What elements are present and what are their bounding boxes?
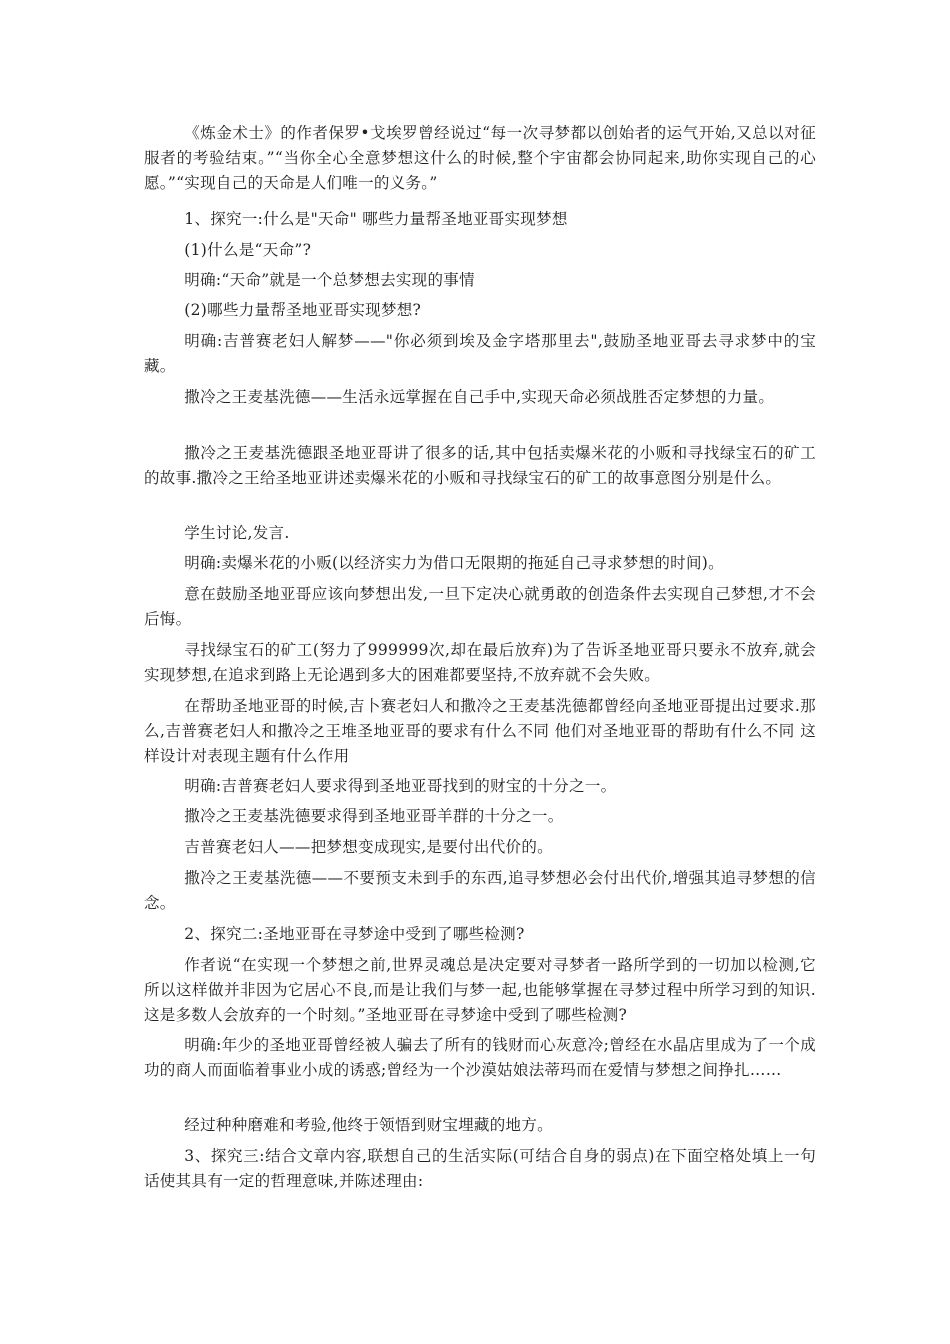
answer-popcorn-vendor: 明确:卖爆米花的小贩(以经济实力为借口无限期的拖延自己寻求梦想的时间)。 xyxy=(184,554,724,572)
answer-1-2-gypsy: 明确:吉普赛老妇人解梦——"你必须到埃及金字塔那里去",鼓励圣地亚哥去寻求梦中的宝藏。 xyxy=(144,332,816,375)
answer-tests: 明确:年少的圣地亚哥曾经被人骗去了所有的钱财而心灰意冷;曾经在水晶店里成为了一个成功的商人而面临着事业小成的诱惑;曾经为一个沙漠姑娘法蒂玛而在爱情与梦想之间挣扎…… xyxy=(144,1036,816,1079)
question-1-1: (1)什么是“天命”? xyxy=(184,241,312,259)
answer-gypsy-requirement: 明确:吉普赛老妇人要求得到圣地亚哥找到的财宝的十分之一。 xyxy=(184,777,617,795)
requirements-question: 在帮助圣地亚哥的时候,吉卜赛老妇人和撒冷之王麦基洗德都曾经向圣地亚哥提出过要求.那么,吉普赛老妇人和撒冷之王堆圣地亚哥的要求有什么不同 他们对圣地亚哥的帮助有什么不同 这样设计对表现主题有什么作用 xyxy=(144,697,816,765)
final-realization: 经过种种磨难和考验,他终于领悟到财宝埋藏的地方。 xyxy=(184,1116,553,1134)
gypsy-meaning: 吉普赛老妇人——把梦想变成现实,是要付出代价的。 xyxy=(184,838,553,856)
popcorn-vendor-meaning: 意在鼓励圣地亚哥应该向梦想出发,一旦下定决心就勇敢的创造条件去实现自己梦想,才不会后悔。 xyxy=(144,585,816,628)
answer-1-1: 明确:“天命”就是一个总梦想去实现的事情 xyxy=(184,271,475,289)
intro-quote-paragraph: 《炼金术士》的作者保罗•戈埃罗曾经说过“每一次寻梦都以创始者的运气开始,又总以对征服者的考验结束。”“当你全心全意梦想这什么的时候,整个宇宙都会协同起来,助你实现自己的心愿。”“实现自己的天命是人们唯一的义务。” xyxy=(144,124,816,192)
section-1-heading: 1、探究一:什么是"天命" 哪些力量帮圣地亚哥实现梦想 xyxy=(184,210,568,228)
question-1-2: (2)哪些力量帮圣地亚哥实现梦想? xyxy=(184,301,422,319)
author-quote-tests: 作者说“在实现一个梦想之前,世界灵魂总是决定要对寻梦者一路所学到的一切加以检测,它所以这样做并非因为它居心不良,而是让我们与梦一起,也能够掌握在寻梦过程中所学习到的知识.这是多数人会放弃的一个时刻。”圣地亚哥在寻梦途中受到了哪些检测? xyxy=(144,956,816,1024)
answer-king-requirement: 撒冷之王麦基洗德要求得到圣地亚哥羊群的十分之一。 xyxy=(184,807,564,825)
king-meaning: 撒冷之王麦基洗德——不要预支未到手的东西,追寻梦想必会付出代价,增强其追寻梦想的信念。 xyxy=(144,869,816,912)
emerald-miner-paragraph: 寻找绿宝石的矿工(努力了999999次,却在最后放弃)为了告诉圣地亚哥只要永不放弃,就会实现梦想,在追求到路上无论遇到多大的困难都要坚持,不放弃就不会失败。 xyxy=(144,641,816,684)
king-stories-question: 撒冷之王麦基洗德跟圣地亚哥讲了很多的话,其中包括卖爆米花的小贩和寻找绿宝石的矿工的故事.撒冷之王给圣地亚讲述卖爆米花的小贩和寻找绿宝石的矿工的故事意图分别是什么。 xyxy=(144,444,816,487)
section-3-heading: 3、探究三:结合文章内容,联想自己的生活实际(可结合自身的弱点)在下面空格处填上一句话使其具有一定的哲理意味,并陈述理由: xyxy=(144,1147,816,1190)
student-discussion: 学生讨论,发言. xyxy=(184,524,290,542)
answer-1-2-king: 撒冷之王麦基洗德——生活永远掌握在自己手中,实现天命必须战胜否定梦想的力量。 xyxy=(184,388,775,406)
section-2-heading: 2、探究二:圣地亚哥在寻梦途中受到了哪些检测? xyxy=(184,925,525,943)
